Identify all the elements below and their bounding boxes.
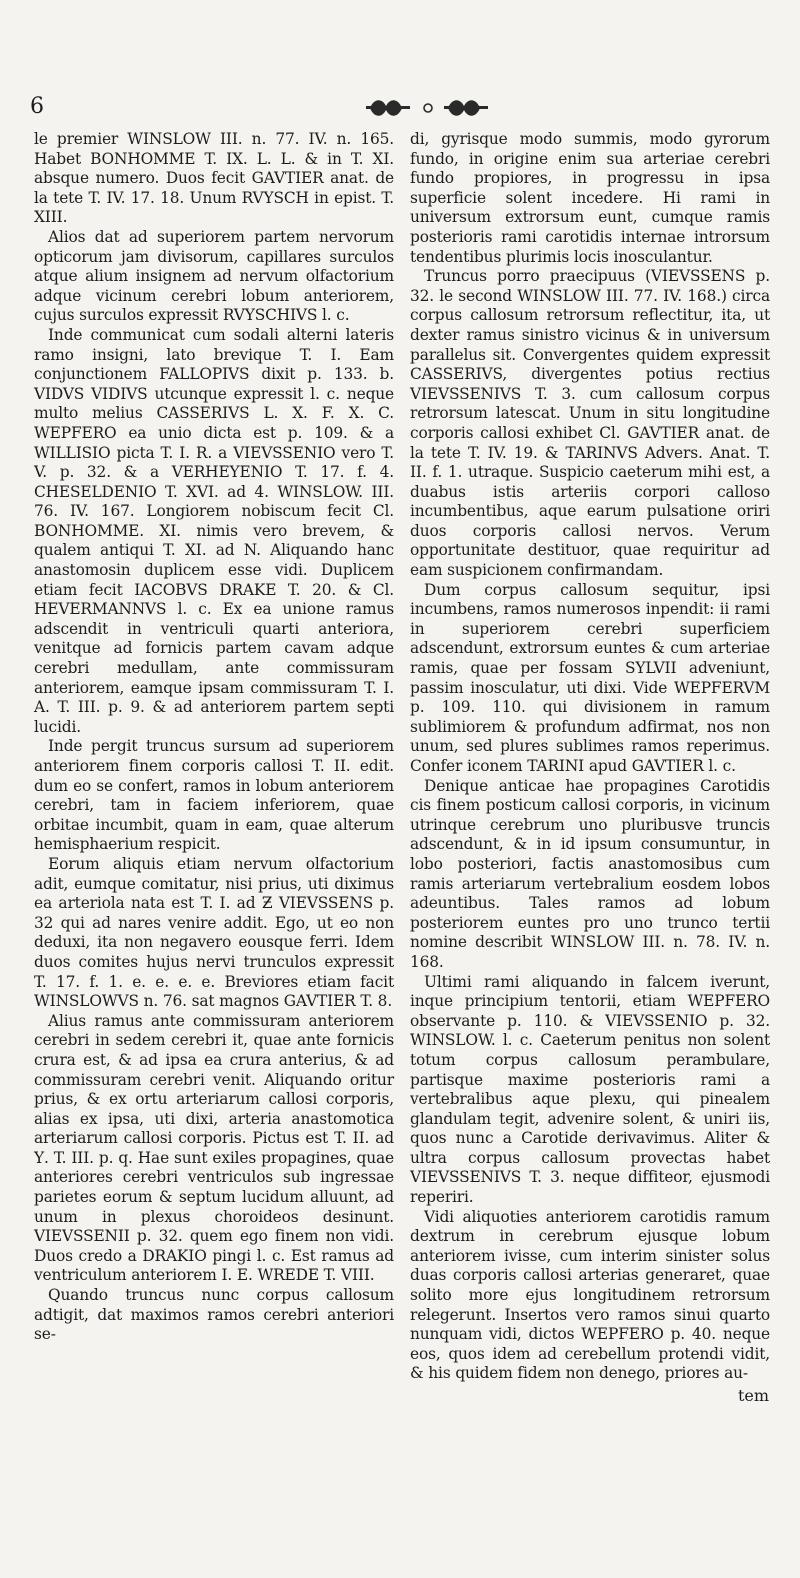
paragraph: Inde communicat cum sodali alterni lateris ramo insigni, lato brevique T. I. Eam conjunctionem FALLOPIVS dixit p. 133. b. VIDVS VIDIVS utcunque expressit l. c. neque multo melius CASSERIVS L. X. F. X. C. WEPFERO ea unio dicta est p. 109. & a WILLISIO picta T. I. R. a VIEVSSENIO vero T. V. p. 32. & a VERHEYENIO T. 17. f. 4. CHESELDENIO T. XVI. ad 4. WINSLOW. III. 76. IV. 167. Longiorem nobiscum fecit Cl. BONHOMME. XI. nimis vero brevem, & qualem antiqui T. XI. ad N. Aliquando hanc anastomosin duplicem esse vidi. Duplicem etiam fecit IACOBVS DRAKE T. 20. & Cl. HEVERMANNVS l. c. Ex ea unione ramus adscendit in ventriculi quarti anteriora, venitque ad fornicis partem cavam adque cerebri medullam, ante commissuram anteriorem, eamque ipsam commissuram T. I. A. T. III. p. 9. & ad anteriorem partem septi lucidi. [34,325,394,736]
paragraph: Vidi aliquoties anteriorem carotidis ramum dextrum in cerebrum ejusque lobum anteriorem ivisse, cum interim sinister solus duas corporis callosi arterias generaret, quae solito more ejus longitudinem retrorsum relegerunt. Insertos vero ramos sinui quarto nunquam vidi, dictos WEPFERO p. 40. neque eos, quos idem ad cerebellum protendi vidit, & his quidem fidem non denego, priores au- [410,1207,770,1383]
paragraph: di, gyrisque modo summis, modo gyrorum fundo, in origine enim sua arteriae cerebri fundo propiores, in progressu in ipsa superficie solent incedere. Hi rami in universum extrorsum eunt, cumque ramis posterioris rami carotidis internae introrsum tendentibus plurimis locis inosculantur. [410,130,770,266]
paragraph: Alius ramus ante commissuram anteriorem cerebri in sedem cerebri it, quae ante fornicis crura est, & ad ipsa ea crura anterius, & ad commissuram cerebri venit. Aliquando oritur prius, & ex ortu arteriarum callosi corporis, alias ex ipsa, uti dixi, arteria anastomotica arteriarum callosi corporis. Pictus est T. II. ad Υ. T. III. p. q. Hae sunt exiles propagines, quae anteriores cerebri ventriculos sub ingressae parietes eorum & septum lucidum alluunt, ad unum in plexus choroideos desinunt. VIEVSSENII p. 32. quem ego finem non vidi. Duos credo a DRAKIO pingi l. c. Est ramus ad ventriculum anteriorem I. E. WREDE T. VIII. [34,1011,394,1285]
paragraph: Ultimi rami aliquando in falcem iverunt, inque principium tentorii, etiam WEPFERO observante p. 110. & VIEVSSENIO p. 32. WINSLOW. l. c. Caeterum penitus non solent totum corpus callosum perambulare, partisque maxime posterioris rami a vertebralibus aque plexu, qui pinealem glandulam tegit, advenire solent, & uniri iis, quos nunc a Carotide derivavimus. Aliter & ultra corpus callosum provectas habet VIEVSSENIVS T. 3. neque diffiteor, ejusmodi reperiri. [410,972,770,1207]
paragraph: Quando truncus nunc corpus callosum adtigit, dat maximos ramos cerebri anteriori se- [34,1286,394,1344]
page-header [30,94,770,124]
paragraph: Eorum aliquis etiam nervum olfactorium adit, eumque comitatur, nisi prius, uti diximus ea arteriola nata est T. I. ad Ƶ VIEVSSENS p. 32 qui ad nares venire addit. Ego, ut eo non deduxi, ita non negavero eousque ferri. Idem duos comites hujus nervi trunculos expressit T. 17. f. 1. e. e. e. e. Breviores etiam facit WINSLOWVS n. 76. sat magnos GAVTIER T. 8. [34,854,394,1011]
page-number: 6 [30,94,44,119]
catchword: tem [738,1386,770,1405]
paragraph: Alios dat ad superiorem partem nervorum opticorum jam divisorum, capillares surculos atque alium insignem ad nervum olfactorium adque vicinum cerebri lobum anteriorem, cujus surculos expressit RVYSCHIVS l. c. [34,227,394,325]
paragraph: le premier WINSLOW III. n. 77. IV. n. 165. Habet BONHOMME T. IX. L. L. & in T. XI. absque numero. Duos fecit GAVTIER anat. de la tete T. IV. 17. 18. Unum RVYSCH in epist. T. XIII. [34,130,394,227]
paragraph: Dum corpus callosum sequitur, ipsi incumbens, ramos numerosos inpendit: ii rami in superiorem cerebri superficiem adscendunt, extrorsum euntes & cum arteriae ramis, quae per fossam SYLVII adveniunt, passim inosculatur, uti dixi. Vide WEPFERVM p. 109. 110. qui divisionem in ramum sublimiorem & profundum adfirmat, nos non unum, sed plures sublimes ramos reperimus. Confer iconem TARINI apud GAVTIER l. c. [410,580,770,775]
paragraph: Inde pergit truncus sursum ad superiorem anteriorem finem corporis callosi T. II. edit. dum eo se confert, ramos in lobum anteriorem cerebri, tam in faciem inferiorem, quae orbitae incumbit, quam in eam, quae alterum hemisphaerium respicit. [34,737,394,854]
printers-ornament-icon [364,96,494,120]
paragraph: Denique anticae hae propagines Carotidis cis finem posticum callosi corporis, in vicinum utrinque cerebrum uno pluribusve truncis adscendunt, & in id ipsum consumuntur, in lobo posteriori, factis anastomosibus cum ramis arteriarum vertebralium eosdem lobos adeuntibus. Tales ramos ad lobum posteriorem euntes pro uno trunco tertii nomine describit WINSLOW III. n. 78. IV. n. 168. [410,776,770,971]
left-column [34,130,394,1345]
paragraph: Truncus porro praecipuus (VIEVSSENS p. 32. le second WINSLOW III. 77. IV. 168.) circa corpus callosum retrorsum reflectitur, ita, ut dexter ramus sinistro vicinus & in universum parallelus sit. Convergentes quidem expressit CASSERIVS, divergentes potius rectius VIEVSSENIVS T. 3. cum callosum corpus retrorsum latescat. Unum in situ longitudine corporis callosi exhibet Cl. GAVTIER anat. de la tete T. IV. 19. & TARINVS Advers. Anat. T. II. f. 1. utraque. Suspicio caeterum mihi est, a duabus istis arteriis corpori calloso incumbentibus, aque earum pulsatione oriri duos corporis callosi nervos. Verum opportunitate destituor, quae requiritur ad eam suspicionem confirmandam. [410,267,770,580]
right-column [410,130,770,1384]
